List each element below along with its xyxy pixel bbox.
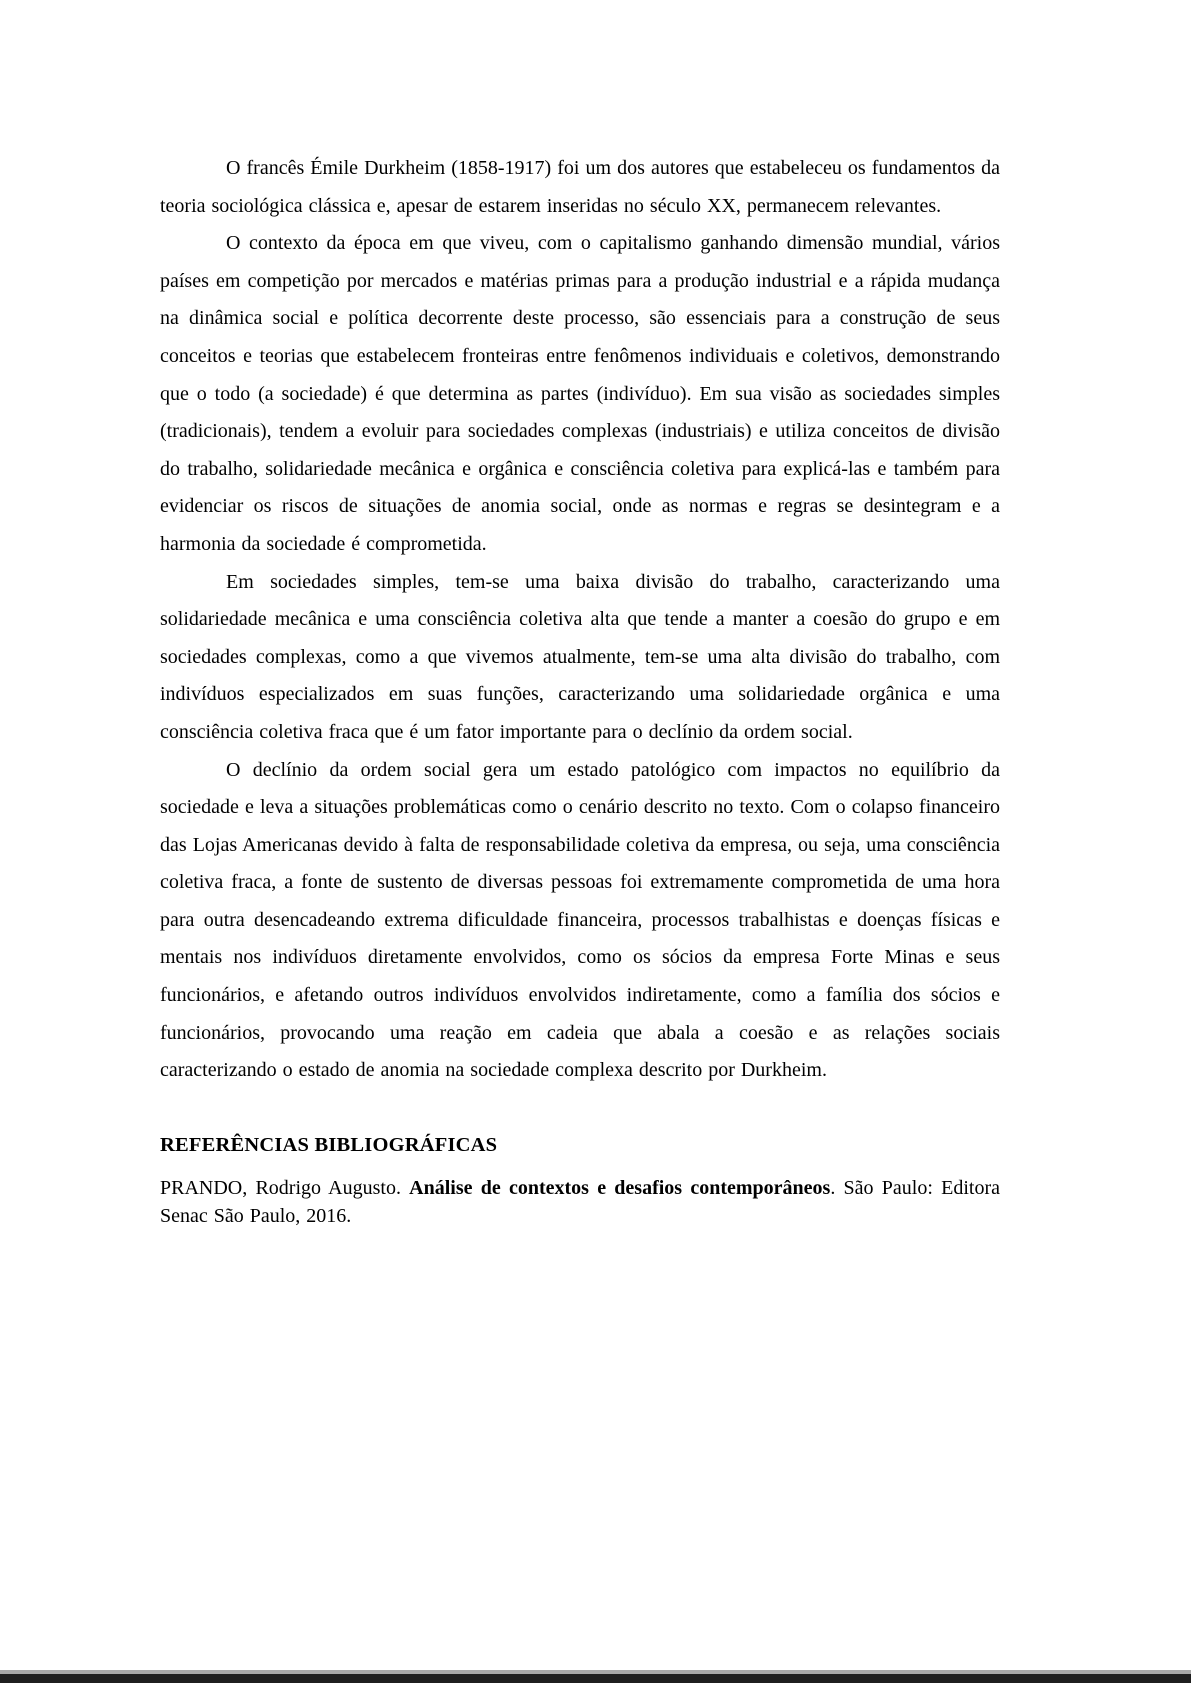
- reference-author: PRANDO, Rodrigo Augusto.: [160, 1176, 410, 1199]
- reference-publisher: . São Paulo: Editora Senac São Paulo, 2016.: [160, 1176, 1000, 1228]
- paragraph-social-order-decline: O declínio da ordem social gera um estado patológico com impactos no equilíbrio da sociedade e leva a situações problemáticas como o cenário descrito no texto. Com o colapso financeiro das Lojas Americanas devido à falta de responsabilidade coletiva da empresa, ou seja, uma consciência coletiva fraca, a fonte de sustento de diversas pessoas foi extremamente comprometida de uma hora para outra desencadeando extrema dificuldade financeira, processos trabalhistas e doenças físicas e mentais nos indivíduos diretamente envolvidos, como os sócios da empresa Forte Minas e seus funcionários, e afetando outros indivíduos envolvidos indiretamente, como a família dos sócios e funcionários, provocando uma reação em cadeia que abala a coesão e as relações sociais caracterizando o estado de anomia na sociedade complexa descrito por Durkheim.: [160, 758, 1000, 1082]
- paragraph-historical-context: O contexto da época em que viveu, com o capitalismo ganhando dimensão mundial, vários países em competição por mercados e matérias primas para a produção industrial e a rápida mudança na dinâmica social e política decorrente deste processo, são essenciais para a construção de seus conceitos e teorias que estabelecem fronteiras entre fenômenos individuais e coletivos, demonstrando que o todo (a sociedade) é que determina as partes (indivíduo). Em sua visão as sociedades simples (tradicionais), tendem a evoluir para sociedades complexas (industriais) e utiliza conceitos de divisão do trabalho, solidariedade mecânica e orgânica e consciência coletiva para explicá-las e também para evidenciar os riscos de situações de anomia social, onde as normas e regras se desintegram e a harmonia da sociedade é comprometida.: [160, 232, 1000, 555]
- paragraph-durkheim-intro: O francês Émile Durkheim (1858-1917) foi um dos autores que estabeleceu os fundamentos da teoria sociológica clássica e, apesar de estarem inseridas no século XX, permanecem relevantes.: [160, 157, 1000, 217]
- document-body: [160, 150, 1000, 1090]
- references-heading: REFERÊNCIAS BIBLIOGRÁFICAS: [160, 1133, 498, 1156]
- bottom-edge-bar: [0, 1670, 1191, 1683]
- paragraph-simple-complex-societies: Em sociedades simples, tem-se uma baixa divisão do trabalho, caracterizando uma solidariedade mecânica e uma consciência coletiva alta que tende a manter a coesão do grupo e em sociedades complexas, como a que vivemos atualmente, tem-se uma alta divisão do trabalho, com indivíduos especializados em suas funções, caracterizando uma solidariedade orgânica e uma consciência coletiva fraca que é um fator importante para o declínio da ordem social.: [160, 570, 1000, 743]
- reference-title: Análise de contextos e desafios contemporâneos: [409, 1176, 831, 1199]
- reference-entry: [160, 1174, 1000, 1231]
